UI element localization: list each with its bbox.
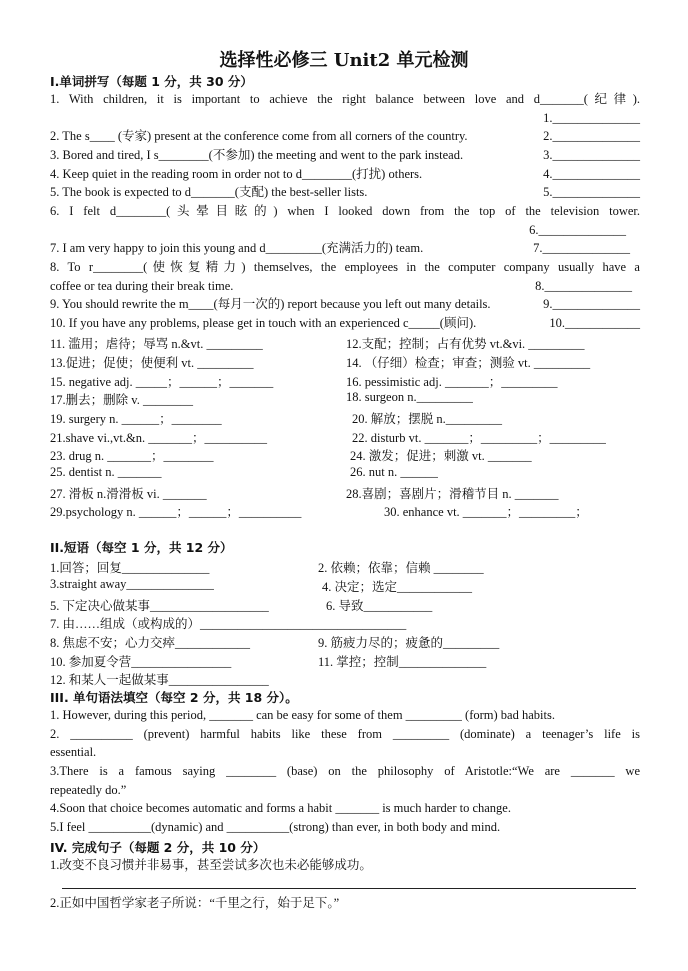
phrase-item-11: 11. 掌控；控制______________ bbox=[318, 655, 487, 669]
spelling-item-8-cont-text: coffee or tea during their break time. bbox=[50, 279, 234, 293]
translation-item-2: 2.正如中国哲学家老子所说：“千里之行，始于足下。” bbox=[50, 896, 340, 910]
phrase-item-7: 7. 由……组成（或构成的）_________________________________ bbox=[50, 617, 407, 631]
grammar-line-1: 1. However, during this period, _______ can be easy for some of them _________ (form) bad habits. bbox=[50, 708, 555, 722]
spelling-item-3 bbox=[50, 147, 640, 163]
grammar-line-2: 2. __________ (prevent) harmful habits like these from _________ (dominate) a teenager’s life is bbox=[50, 727, 640, 741]
section-4-heading: IV. 完成句子（每题 2 分，共 10 分） bbox=[50, 840, 266, 855]
spelling-item-4-text: 4. Keep quiet in the reading room in order not to d________(打扰) others. bbox=[50, 167, 423, 181]
answer-line bbox=[62, 888, 636, 889]
spelling-answer-9: 9.______________ bbox=[543, 297, 640, 311]
spelling-item-8-cont bbox=[50, 278, 640, 294]
spelling-item-9-text: 9. You should rewrite the m____(每月一次的) report because you left out many details. bbox=[50, 297, 491, 311]
section-3-heading: III. 单句语法填空（每空 2 分，共 18 分）。 bbox=[50, 690, 298, 705]
word-item-26: 26. nut n. ______ bbox=[350, 465, 438, 479]
word-item-21: 21.shave vi.,vt.&n. _______；__________ bbox=[50, 431, 268, 445]
spelling-answer-7: 7.______________ bbox=[533, 241, 630, 255]
spelling-item-8: 8. To r________(使恢复精力) themselves, the employees in the computer company usually have a bbox=[50, 260, 640, 274]
page-title: 选择性必修三 Unit2 单元检测 bbox=[219, 50, 469, 71]
spelling-item-7-text: 7. I am very happy to join this young and d_________(充满活力的) team. bbox=[50, 241, 424, 255]
grammar-line-4: 3.There is a famous saying ________ (base) on the philosophy of Aristotle:“We are _______ we bbox=[50, 764, 640, 778]
spelling-answer-1: 1.______________ bbox=[543, 111, 640, 125]
translation-item-1: 1.改变不良习惯并非易事，甚至尝试多次也未必能够成功。 bbox=[50, 858, 372, 872]
spelling-item-5 bbox=[50, 184, 640, 200]
word-item-29: 29.psychology n. ______；______；__________ bbox=[50, 505, 302, 519]
phrase-item-2: 2. 依赖；依靠；信赖 ________ bbox=[318, 561, 484, 575]
word-item-30: 30. enhance vt. _______；_________； bbox=[384, 505, 588, 519]
spelling-answer-2: 2.______________ bbox=[543, 129, 640, 143]
word-item-13: 13.促进；促使；使便利 vt. _________ bbox=[50, 356, 254, 370]
spelling-answer-6: 6.______________ bbox=[529, 223, 626, 237]
spelling-answer-10: 10.____________ bbox=[549, 316, 640, 330]
spelling-item-2 bbox=[50, 128, 640, 144]
word-item-11: 11. 滥用；虐待；辱骂 n.&vt. _________ bbox=[50, 337, 263, 351]
spelling-item-6: 6. I felt d________(头晕目眩的) when I looked down from the top of the television tower. bbox=[50, 204, 640, 218]
word-item-19: 19. surgery n. ______；________ bbox=[50, 412, 222, 426]
word-item-17: 17.删去；删除 v. ________ bbox=[50, 393, 193, 407]
grammar-line-7: 5.I feel __________(dynamic) and __________(strong) than ever, in both body and mind. bbox=[50, 820, 501, 834]
section-2-heading: II.短语（每空 1 分，共 12 分） bbox=[50, 540, 233, 555]
phrase-item-9: 9. 筋疲力尽的；疲惫的_________ bbox=[318, 636, 500, 650]
phrase-item-1: 1.回答；回复______________ bbox=[50, 561, 210, 575]
word-item-28: 28.喜剧；喜剧片；滑稽节目 n. _______ bbox=[346, 487, 559, 501]
word-item-25: 25. dentist n. _______ bbox=[50, 465, 162, 479]
spelling-item-5-text: 5. The book is expected to d_______(支配) the best-seller lists. bbox=[50, 185, 368, 199]
word-item-27: 27. 滑板 n.滑滑板 vi. _______ bbox=[50, 487, 207, 501]
phrase-item-4: 4. 决定；选定____________ bbox=[322, 580, 473, 594]
grammar-line-3: essential. bbox=[50, 745, 97, 759]
spelling-item-10 bbox=[50, 315, 640, 331]
spelling-item-10-text: 10. If you have any problems, please get in touch with an experienced c_____(顾问). bbox=[50, 316, 477, 330]
spelling-item-9 bbox=[50, 296, 640, 312]
spelling-item-3-text: 3. Bored and tired, I s________(不参加) the meeting and went to the park instead. bbox=[50, 148, 464, 162]
spelling-answer-3: 3.______________ bbox=[543, 148, 640, 162]
grammar-line-6: 4.Soon that choice becomes automatic and forms a habit _______ is much harder to change. bbox=[50, 801, 511, 815]
word-item-24: 24. 激发；促进；刺激 vt. _______ bbox=[350, 449, 532, 463]
word-item-23: 23. drug n. _______；________ bbox=[50, 449, 214, 463]
word-item-14: 14. （仔细）检查；审查；测验 vt. _________ bbox=[346, 356, 591, 370]
spelling-item-1: 1. With children, it is important to achieve the right balance between love and d_______(纪律). bbox=[50, 92, 640, 106]
spelling-item-7 bbox=[50, 240, 640, 256]
spelling-answer-5: 5.______________ bbox=[543, 185, 640, 199]
spelling-answer-8: 8.______________ bbox=[535, 279, 632, 293]
word-item-16: 16. pessimistic adj. _______；_________ bbox=[346, 375, 558, 389]
word-item-12: 12.支配；控制；占有优势 vt.&vi. _________ bbox=[346, 337, 585, 351]
phrase-item-10: 10. 参加夏令营________________ bbox=[50, 655, 232, 669]
spelling-item-4 bbox=[50, 166, 640, 182]
phrase-item-5: 5. 下定决心做某事___________________ bbox=[50, 599, 269, 613]
phrase-item-3: 3.straight away______________ bbox=[50, 577, 214, 591]
grammar-line-5: repeatedly do.” bbox=[50, 783, 127, 797]
phrase-item-8: 8. 焦虑不安；心力交瘁____________ bbox=[50, 636, 251, 650]
phrase-item-12: 12. 和某人一起做某事________________ bbox=[50, 673, 269, 687]
word-item-15: 15. negative adj. _____；______；_______ bbox=[50, 375, 274, 389]
word-item-20: 20. 解放；摆脱 n._________ bbox=[352, 412, 503, 426]
spelling-answer-4: 4.______________ bbox=[543, 167, 640, 181]
spelling-item-2-text: 2. The s____ (专家) present at the conference come from all corners of the country. bbox=[50, 129, 468, 143]
phrase-item-6: 6. 导致___________ bbox=[326, 599, 433, 613]
word-item-22: 22. disturb vt. _______；_________；_________ bbox=[352, 431, 606, 445]
word-item-18: 18. surgeon n._________ bbox=[346, 390, 473, 404]
section-1-heading: I.单词拼写（每题 1 分，共 30 分） bbox=[50, 74, 253, 89]
